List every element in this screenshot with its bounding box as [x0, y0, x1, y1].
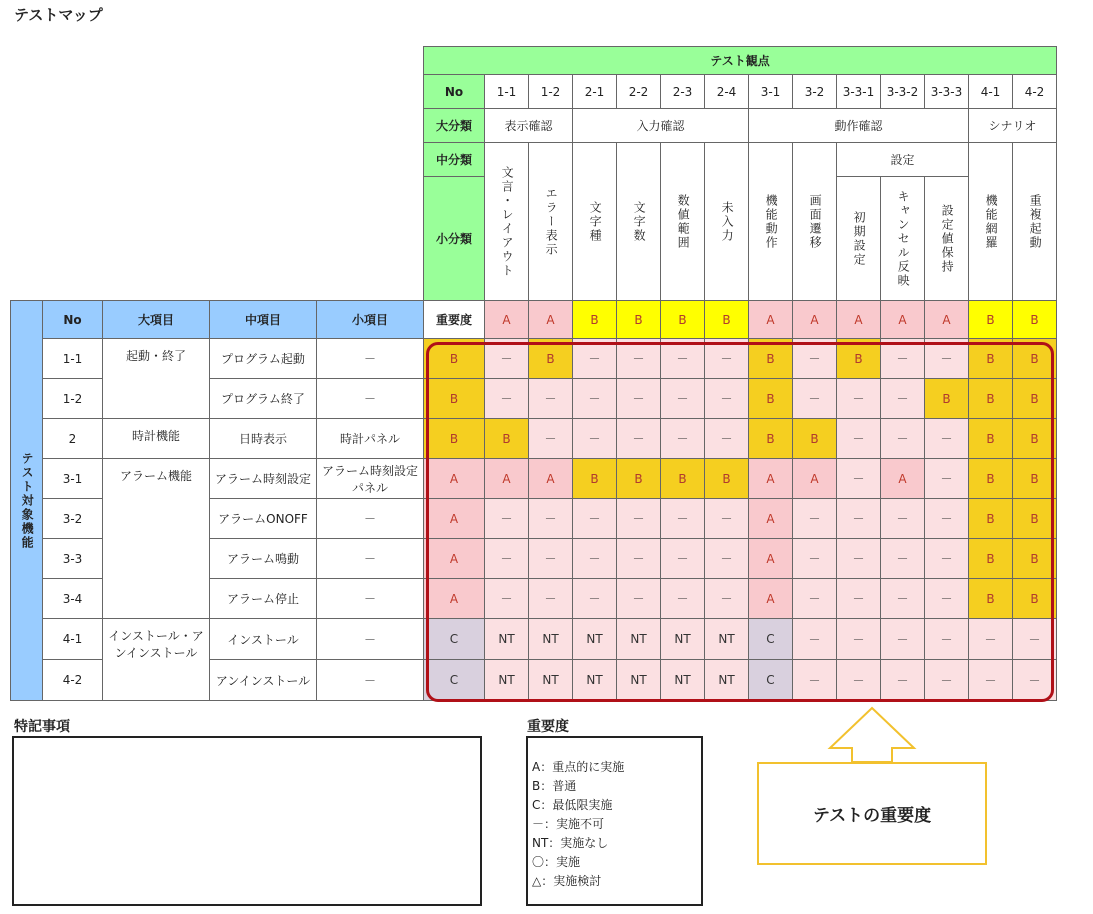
sho-label — [881, 177, 925, 301]
side-chu-header: 中項目 — [210, 301, 317, 339]
row-number: 2 — [43, 419, 103, 459]
matrix-cell: － — [529, 499, 573, 539]
test-map-table — [10, 46, 1057, 701]
callout-box: テストの重要度 — [757, 762, 987, 865]
matrix-cell: NT — [485, 619, 529, 660]
importance-cell: A — [793, 301, 837, 339]
row-sho: 時計パネル — [317, 419, 424, 459]
sho-label — [793, 143, 837, 301]
matrix-cell: － — [837, 539, 881, 579]
importance-cell: B — [661, 301, 705, 339]
legend-box — [526, 736, 703, 906]
blank-cell — [11, 109, 424, 143]
notes-title: 特記事項 — [14, 719, 70, 735]
matrix-cell: － — [617, 419, 661, 459]
importance-cell: A — [749, 301, 793, 339]
matrix-cell: NT — [573, 619, 617, 660]
matrix-cell: － — [485, 499, 529, 539]
vertical-label: 初期設定 — [852, 210, 867, 267]
sho-label — [617, 143, 661, 301]
side-sho-header: 小項目 — [317, 301, 424, 339]
importance-cell: B — [617, 301, 661, 339]
vertical-label: 数値範囲 — [676, 193, 691, 250]
matrix-cell: － — [705, 499, 749, 539]
side-dai-header: 大項目 — [103, 301, 210, 339]
row-chu: アラームONOFF — [210, 499, 317, 539]
matrix-cell: － — [793, 539, 837, 579]
vertical-label: エラー表示 — [544, 186, 559, 257]
column-number: 3-2 — [793, 75, 837, 109]
row-dai: アラーム機能 — [103, 459, 210, 619]
row-number: 4-2 — [43, 660, 103, 701]
vertical-label: テスト対象機能 — [20, 451, 35, 550]
sho-label — [705, 143, 749, 301]
legend-line: B：普通 — [532, 779, 577, 793]
page-title: テストマップ — [14, 6, 103, 24]
matrix-cell: － — [881, 539, 925, 579]
dai-group: 動作確認 — [749, 109, 969, 143]
matrix-cell: C — [749, 619, 793, 660]
matrix-cell: B — [1013, 419, 1057, 459]
matrix-cell: NT — [573, 660, 617, 701]
matrix-cell: － — [529, 419, 573, 459]
matrix-cell: － — [1013, 660, 1057, 701]
matrix-cell: B — [749, 379, 793, 419]
row-importance: B — [424, 339, 485, 379]
sho-label — [573, 143, 617, 301]
matrix-cell: A — [529, 459, 573, 499]
sho-label — [661, 143, 705, 301]
importance-cell: B — [705, 301, 749, 339]
matrix-cell: B — [1013, 579, 1057, 619]
test-viewpoint-header: テスト観点 — [424, 47, 1057, 75]
legend-line: A：重点的に実施 — [532, 760, 625, 774]
importance-cell: A — [529, 301, 573, 339]
matrix-cell: － — [705, 379, 749, 419]
matrix-cell: NT — [705, 660, 749, 701]
importance-cell: B — [573, 301, 617, 339]
matrix-cell: B — [1013, 379, 1057, 419]
sho-label — [925, 177, 969, 301]
matrix-cell: － — [573, 379, 617, 419]
matrix-cell: － — [573, 339, 617, 379]
row-sho: － — [317, 339, 424, 379]
matrix-cell: － — [925, 660, 969, 701]
matrix-cell: B — [1013, 539, 1057, 579]
sho-label — [969, 143, 1013, 301]
matrix-cell: NT — [617, 660, 661, 701]
matrix-cell: B — [485, 419, 529, 459]
importance-cell: B — [969, 301, 1013, 339]
row-importance: A — [424, 579, 485, 619]
sho-label — [837, 177, 881, 301]
dai-group: シナリオ — [969, 109, 1057, 143]
matrix-cell: － — [837, 579, 881, 619]
matrix-cell: － — [793, 660, 837, 701]
row-chu: プログラム起動 — [210, 339, 317, 379]
row-sho: － — [317, 379, 424, 419]
matrix-cell: C — [749, 660, 793, 701]
row-chu: アラーム停止 — [210, 579, 317, 619]
matrix-cell: － — [925, 339, 969, 379]
matrix-cell: A — [749, 579, 793, 619]
matrix-cell: NT — [661, 660, 705, 701]
matrix-cell: NT — [617, 619, 661, 660]
row-number: 1-2 — [43, 379, 103, 419]
sho-label — [1013, 143, 1057, 301]
legend-line: NT：実施なし — [532, 836, 609, 850]
matrix-cell: B — [969, 339, 1013, 379]
matrix-cell: B — [969, 499, 1013, 539]
matrix-cell: A — [749, 459, 793, 499]
vertical-label: キャンセル反映 — [896, 189, 911, 288]
matrix-cell: NT — [705, 619, 749, 660]
vertical-label: 重複起動 — [1028, 193, 1043, 250]
column-number: 1-1 — [485, 75, 529, 109]
matrix-cell: B — [793, 419, 837, 459]
matrix-cell: － — [617, 499, 661, 539]
matrix-cell: － — [881, 419, 925, 459]
importance-cell: A — [925, 301, 969, 339]
matrix-cell: B — [1013, 459, 1057, 499]
matrix-cell: A — [881, 459, 925, 499]
matrix-cell: － — [705, 339, 749, 379]
dai-group: 入力確認 — [573, 109, 749, 143]
matrix-cell: － — [837, 619, 881, 660]
importance-cell: B — [1013, 301, 1057, 339]
matrix-cell: － — [881, 499, 925, 539]
blank-cell — [11, 47, 424, 75]
matrix-cell: B — [749, 339, 793, 379]
matrix-cell: － — [881, 379, 925, 419]
matrix-cell: － — [881, 619, 925, 660]
matrix-cell: － — [485, 339, 529, 379]
matrix-cell: － — [837, 419, 881, 459]
vertical-label: 文字種 — [588, 200, 603, 243]
matrix-cell: － — [485, 579, 529, 619]
column-number: 3-3-2 — [881, 75, 925, 109]
matrix-cell: B — [969, 459, 1013, 499]
blank-cell — [11, 143, 424, 177]
matrix-cell: － — [837, 459, 881, 499]
matrix-cell: B — [969, 579, 1013, 619]
matrix-cell: － — [661, 499, 705, 539]
matrix-cell: － — [925, 419, 969, 459]
chu-header: 中分類 — [424, 143, 485, 177]
matrix-cell: － — [1013, 619, 1057, 660]
matrix-cell: － — [661, 419, 705, 459]
matrix-cell: － — [485, 539, 529, 579]
matrix-cell: A — [793, 459, 837, 499]
column-number: 2-3 — [661, 75, 705, 109]
matrix-cell: NT — [529, 619, 573, 660]
matrix-cell: － — [573, 539, 617, 579]
row-sho: － — [317, 619, 424, 660]
matrix-cell: － — [661, 539, 705, 579]
row-chu: プログラム終了 — [210, 379, 317, 419]
matrix-cell: － — [925, 619, 969, 660]
legend-line: 〇：実施 — [532, 855, 581, 869]
matrix-cell: B — [837, 339, 881, 379]
matrix-cell: B — [617, 459, 661, 499]
matrix-cell: － — [925, 539, 969, 579]
matrix-cell: A — [749, 499, 793, 539]
matrix-cell: － — [793, 579, 837, 619]
matrix-cell: － — [837, 660, 881, 701]
matrix-cell: B — [661, 459, 705, 499]
column-number: 4-2 — [1013, 75, 1057, 109]
matrix-cell: － — [529, 379, 573, 419]
row-number: 3-3 — [43, 539, 103, 579]
row-number: 3-4 — [43, 579, 103, 619]
importance-cell: A — [881, 301, 925, 339]
row-importance: C — [424, 660, 485, 701]
vertical-label: 文言・レイアウト — [500, 165, 515, 278]
matrix-cell: － — [661, 579, 705, 619]
matrix-cell: A — [749, 539, 793, 579]
matrix-cell: － — [881, 579, 925, 619]
row-number: 4-1 — [43, 619, 103, 660]
column-number: 2-4 — [705, 75, 749, 109]
matrix-cell: － — [793, 339, 837, 379]
row-importance: B — [424, 379, 485, 419]
row-importance: A — [424, 459, 485, 499]
row-importance: A — [424, 539, 485, 579]
column-number: 1-2 — [529, 75, 573, 109]
importance-header: 重要度 — [424, 301, 485, 339]
matrix-cell: B — [969, 419, 1013, 459]
legend-line: △：実施検討 — [532, 874, 602, 888]
matrix-cell: NT — [529, 660, 573, 701]
row-sho: － — [317, 539, 424, 579]
row-sho: － — [317, 579, 424, 619]
row-chu: インストール — [210, 619, 317, 660]
matrix-cell: － — [661, 379, 705, 419]
sho-label — [749, 143, 793, 301]
row-importance: A — [424, 499, 485, 539]
side-no-header: No — [43, 301, 103, 339]
target-function-label — [11, 301, 43, 701]
matrix-cell: － — [705, 539, 749, 579]
column-number: 3-1 — [749, 75, 793, 109]
row-sho: アラーム時刻設定パネル — [317, 459, 424, 499]
row-chu: アラーム時刻設定 — [210, 459, 317, 499]
dai-header: 大分類 — [424, 109, 485, 143]
importance-cell: A — [837, 301, 881, 339]
matrix-cell: － — [617, 379, 661, 419]
matrix-cell: A — [485, 459, 529, 499]
matrix-cell: NT — [661, 619, 705, 660]
row-number: 3-2 — [43, 499, 103, 539]
importance-cell: A — [485, 301, 529, 339]
matrix-cell: B — [1013, 499, 1057, 539]
matrix-cell: － — [793, 619, 837, 660]
matrix-cell: － — [617, 339, 661, 379]
matrix-cell: － — [925, 459, 969, 499]
vertical-label: 画面遷移 — [808, 193, 823, 250]
matrix-cell: B — [969, 539, 1013, 579]
row-number: 3-1 — [43, 459, 103, 499]
matrix-cell: － — [969, 619, 1013, 660]
row-importance: C — [424, 619, 485, 660]
matrix-cell: － — [573, 579, 617, 619]
row-chu: 日時表示 — [210, 419, 317, 459]
row-chu: アンインストール — [210, 660, 317, 701]
matrix-cell: B — [1013, 339, 1057, 379]
matrix-cell: NT — [485, 660, 529, 701]
notes-box — [12, 736, 482, 906]
matrix-cell: － — [837, 499, 881, 539]
matrix-cell: － — [925, 499, 969, 539]
chu-settei: 設定 — [837, 143, 969, 177]
row-chu: アラーム鳴動 — [210, 539, 317, 579]
row-dai: 時計機能 — [103, 419, 210, 459]
matrix-cell: － — [485, 379, 529, 419]
matrix-cell: － — [617, 539, 661, 579]
column-number: 3-3-1 — [837, 75, 881, 109]
matrix-cell: － — [837, 379, 881, 419]
matrix-cell: B — [529, 339, 573, 379]
blank-cell — [11, 177, 424, 301]
blank-cell — [11, 75, 424, 109]
matrix-cell: B — [925, 379, 969, 419]
matrix-cell: B — [749, 419, 793, 459]
matrix-cell: － — [793, 499, 837, 539]
matrix-cell: － — [881, 339, 925, 379]
legend-line: C：最低限実施 — [532, 798, 613, 812]
matrix-cell: － — [573, 419, 617, 459]
row-sho: － — [317, 660, 424, 701]
matrix-cell: B — [969, 379, 1013, 419]
vertical-label: 機能網羅 — [984, 193, 999, 250]
dai-group: 表示確認 — [485, 109, 573, 143]
matrix-cell: － — [969, 660, 1013, 701]
matrix-cell: － — [705, 579, 749, 619]
row-dai: インストール・アンインストール — [103, 619, 210, 701]
row-importance: B — [424, 419, 485, 459]
row-dai: 起動・終了 — [103, 339, 210, 419]
matrix-cell: － — [661, 339, 705, 379]
matrix-cell: B — [573, 459, 617, 499]
up-arrow-icon — [826, 706, 918, 764]
row-number: 1-1 — [43, 339, 103, 379]
column-number: 2-2 — [617, 75, 661, 109]
sho-header: 小分類 — [424, 177, 485, 301]
sho-label — [485, 143, 529, 301]
column-number: 3-3-3 — [925, 75, 969, 109]
legend-title: 重要度 — [527, 719, 569, 735]
no-header: No — [424, 75, 485, 109]
matrix-cell: － — [529, 579, 573, 619]
column-number: 2-1 — [573, 75, 617, 109]
matrix-cell: － — [705, 419, 749, 459]
vertical-label: 文字数 — [632, 200, 647, 243]
vertical-label: 設定値保持 — [940, 203, 955, 274]
sho-label — [529, 143, 573, 301]
column-number: 4-1 — [969, 75, 1013, 109]
matrix-cell: － — [573, 499, 617, 539]
vertical-label: 未入力 — [720, 200, 735, 243]
matrix-cell: － — [881, 660, 925, 701]
matrix-cell: － — [617, 579, 661, 619]
matrix-cell: B — [705, 459, 749, 499]
row-sho: － — [317, 499, 424, 539]
vertical-label: 機能動作 — [764, 193, 779, 250]
matrix-cell: － — [529, 539, 573, 579]
matrix-cell: － — [793, 379, 837, 419]
matrix-cell: － — [925, 579, 969, 619]
legend-line: －：実施不可 — [532, 817, 605, 831]
